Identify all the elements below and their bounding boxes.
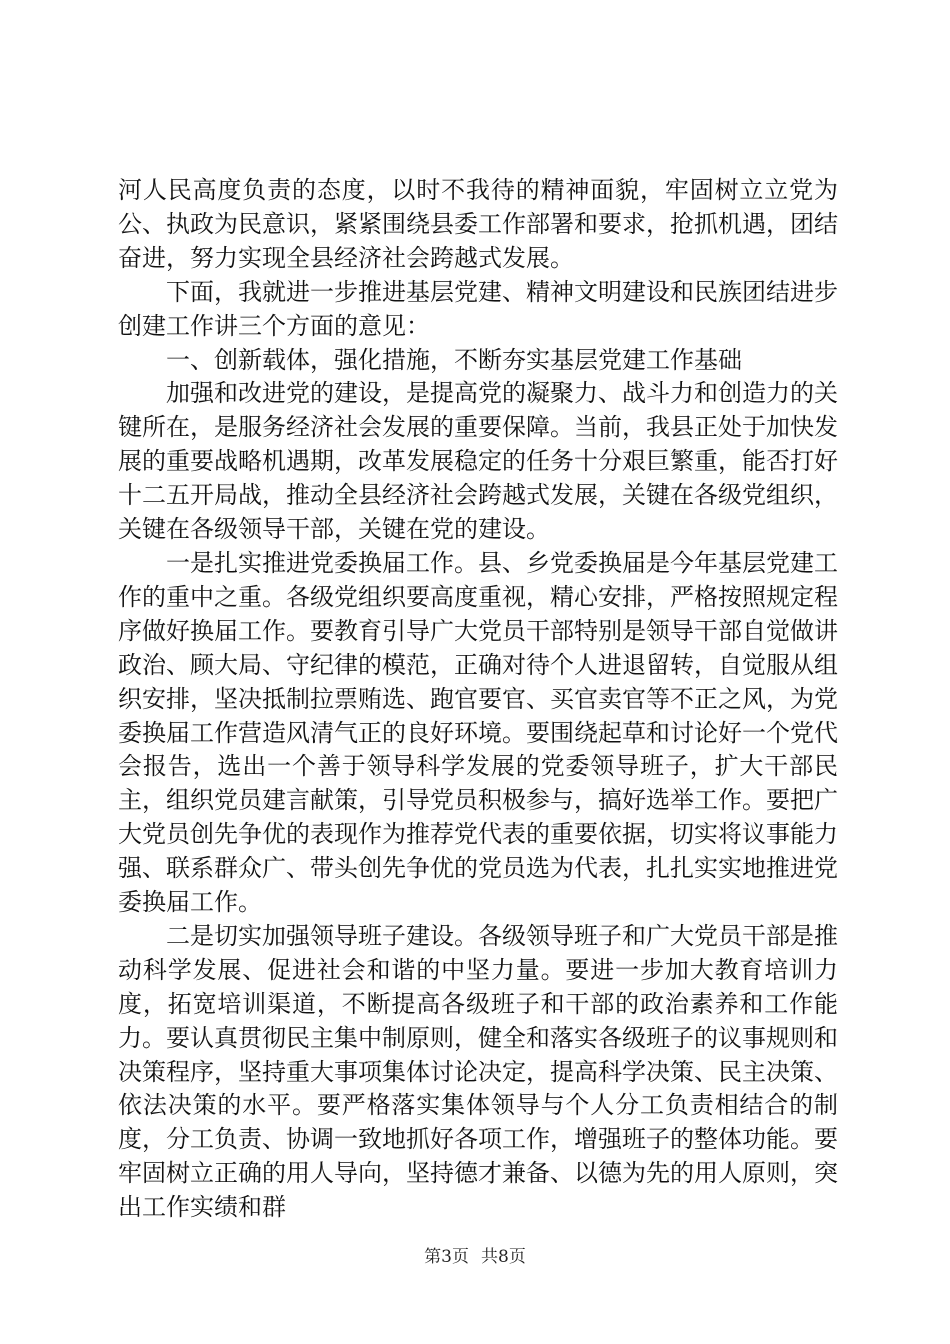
page-footer	[0, 1242, 950, 1267]
page-number: 第3页	[424, 1247, 469, 1267]
paragraph-body: 加强和改进党的建设，是提高党的凝聚力、战斗力和创造力的关键所在，是服务经济社会发展的重要保障。当前，我县正处于加快发展的重要战略机遇期，改革发展稳定的任务十分艰巨繁重，能否打好十二五开局战，推动全县经济社会跨越式发展，关键在各级党组织，关键在各级领导干部，关键在党的建设。	[118, 379, 838, 544]
page-total: 共8页	[481, 1247, 526, 1267]
document-body	[118, 174, 838, 1225]
section-heading: 一、创新载体，强化措施，不断夯实基层党建工作基础	[166, 345, 742, 374]
paragraph-intro: 下面，我就进一步推进基层党建、精神文明建设和民族团结进步创建工作讲三个方面的意见：	[118, 277, 838, 340]
paragraph-body: 一是扎实推进党委换届工作。县、乡党委换届是今年基层党建工作的重中之重。各级党组织要高度重视，精心安排，严格按照规定程序做好换届工作。要教育引导广大党员干部特别是领导干部自觉做讲政治、顾大局、守纪律的模范，正确对待个人进退留转，自觉服从组织安排，坚决抵制拉票贿选、跑官要官、买官卖官等不正之风，为党委换届工作营造风清气正的良好环境。要围绕起草和讨论好一个党代会报告，选出一个善于领导科学发展的党委领导班子，扩大干部民主，组织党员建言献策，引导党员积极参与，搞好选举工作。要把广大党员创先争优的表现作为推荐党代表的重要依据，切实将议事能力强、联系群众广、带头创先争优的党员选为代表，扎扎实实地推进党委换届工作。	[118, 548, 838, 917]
paragraph-continuation: 河人民高度负责的态度，以时不我待的精神面貌，牢固树立立党为公、执政为民意识，紧紧围绕县委工作部署和要求，抢抓机遇，团结奋进，努力实现全县经济社会跨越式发展。	[118, 176, 838, 272]
paragraph-body: 二是切实加强领导班子建设。各级领导班子和广大党员干部是推动科学发展、促进社会和谐的中坚力量。要进一步加大教育培训力度，拓宽培训渠道，不断提高各级班子和干部的政治素养和工作能力。要认真贯彻民主集中制原则，健全和落实各级班子的议事规则和决策程序，坚持重大事项集体讨论决定，提高科学决策、民主决策、依法决策的水平。要严格落实集体领导与个人分工负责相结合的制度，分工负责、协调一致地抓好各项工作，增强班子的整体功能。要牢固树立正确的用人导向，坚持德才兼备、以德为先的用人原则，突出工作实绩和群	[118, 921, 838, 1222]
